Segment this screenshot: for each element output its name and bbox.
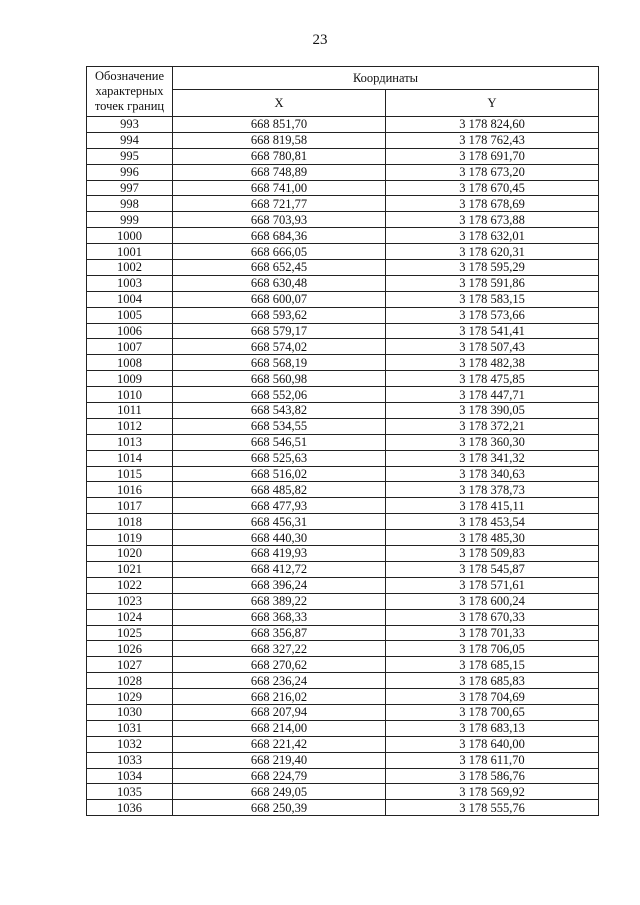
y-coordinate-cell: 3 178 509,83 — [386, 546, 599, 562]
point-id-cell: 1023 — [87, 593, 173, 609]
table-row — [87, 132, 599, 148]
x-column-header: X — [173, 90, 386, 117]
x-coordinate-cell: 668 666,05 — [173, 244, 386, 260]
point-id-cell: 1036 — [87, 800, 173, 816]
y-coordinate-cell: 3 178 762,43 — [386, 132, 599, 148]
y-coordinate-cell: 3 178 701,33 — [386, 625, 599, 641]
point-id-cell: 996 — [87, 164, 173, 180]
x-coordinate-cell: 668 543,82 — [173, 403, 386, 419]
table-row — [87, 307, 599, 323]
point-id-cell: 1026 — [87, 641, 173, 657]
x-coordinate-cell: 668 574,02 — [173, 339, 386, 355]
point-id-cell: 1029 — [87, 689, 173, 705]
y-coordinate-cell: 3 178 341,32 — [386, 450, 599, 466]
x-coordinate-cell: 668 412,72 — [173, 561, 386, 577]
point-id-cell: 1022 — [87, 577, 173, 593]
table-row — [87, 546, 599, 562]
y-coordinate-cell: 3 178 685,83 — [386, 673, 599, 689]
table-row — [87, 228, 599, 244]
y-coordinate-cell: 3 178 340,63 — [386, 466, 599, 482]
point-id-cell: 995 — [87, 148, 173, 164]
point-id-cell: 999 — [87, 212, 173, 228]
x-coordinate-cell: 668 703,93 — [173, 212, 386, 228]
x-coordinate-cell: 668 485,82 — [173, 482, 386, 498]
point-id-cell: 1034 — [87, 768, 173, 784]
y-coordinate-cell: 3 178 706,05 — [386, 641, 599, 657]
table-row — [87, 768, 599, 784]
x-coordinate-cell: 668 219,40 — [173, 752, 386, 768]
x-coordinate-cell: 668 456,31 — [173, 514, 386, 530]
x-coordinate-cell: 668 214,00 — [173, 720, 386, 736]
point-id-cell: 998 — [87, 196, 173, 212]
page-number: 23 — [312, 32, 328, 48]
point-id-cell: 1025 — [87, 625, 173, 641]
x-coordinate-cell: 668 419,93 — [173, 546, 386, 562]
coordinates-header: Координаты — [173, 67, 599, 90]
y-coordinate-cell: 3 178 586,76 — [386, 768, 599, 784]
y-coordinate-cell: 3 178 685,15 — [386, 657, 599, 673]
x-coordinate-cell: 668 721,77 — [173, 196, 386, 212]
x-coordinate-cell: 668 600,07 — [173, 291, 386, 307]
y-coordinate-cell: 3 178 700,65 — [386, 704, 599, 720]
y-coordinate-cell: 3 178 475,85 — [386, 371, 599, 387]
y-coordinate-cell: 3 178 691,70 — [386, 148, 599, 164]
table-row — [87, 180, 599, 196]
y-coordinate-cell: 3 178 632,01 — [386, 228, 599, 244]
table-row — [87, 720, 599, 736]
table-row — [87, 275, 599, 291]
x-coordinate-cell: 668 249,05 — [173, 784, 386, 800]
table-row — [87, 736, 599, 752]
x-coordinate-cell: 668 396,24 — [173, 577, 386, 593]
y-coordinate-cell: 3 178 640,00 — [386, 736, 599, 752]
x-coordinate-cell: 668 652,45 — [173, 260, 386, 276]
x-coordinate-cell: 668 560,98 — [173, 371, 386, 387]
point-id-cell: 1035 — [87, 784, 173, 800]
y-coordinate-cell: 3 178 571,61 — [386, 577, 599, 593]
y-coordinate-cell: 3 178 415,11 — [386, 498, 599, 514]
y-coordinate-cell: 3 178 453,54 — [386, 514, 599, 530]
point-id-cell: 1012 — [87, 418, 173, 434]
point-id-cell: 1002 — [87, 260, 173, 276]
point-id-cell: 1009 — [87, 371, 173, 387]
point-id-cell: 1008 — [87, 355, 173, 371]
table-header-row — [87, 67, 599, 90]
x-coordinate-cell: 668 748,89 — [173, 164, 386, 180]
table-row — [87, 418, 599, 434]
point-id-cell: 1016 — [87, 482, 173, 498]
point-id-cell: 1028 — [87, 673, 173, 689]
x-coordinate-cell: 668 477,93 — [173, 498, 386, 514]
x-coordinate-cell: 668 780,81 — [173, 148, 386, 164]
table-row — [87, 784, 599, 800]
table-row — [87, 466, 599, 482]
table-row — [87, 117, 599, 133]
x-coordinate-cell: 668 389,22 — [173, 593, 386, 609]
y-coordinate-cell: 3 178 620,31 — [386, 244, 599, 260]
y-coordinate-cell: 3 178 611,70 — [386, 752, 599, 768]
x-coordinate-cell: 668 630,48 — [173, 275, 386, 291]
y-coordinate-cell: 3 178 541,41 — [386, 323, 599, 339]
table-row — [87, 244, 599, 260]
point-id-cell: 1027 — [87, 657, 173, 673]
point-id-cell: 1014 — [87, 450, 173, 466]
y-coordinate-cell: 3 178 583,15 — [386, 291, 599, 307]
x-coordinate-cell: 668 593,62 — [173, 307, 386, 323]
y-coordinate-cell: 3 178 545,87 — [386, 561, 599, 577]
y-coordinate-cell: 3 178 447,71 — [386, 387, 599, 403]
point-id-cell: 1005 — [87, 307, 173, 323]
y-coordinate-cell: 3 178 360,30 — [386, 434, 599, 450]
y-coordinate-cell: 3 178 507,43 — [386, 339, 599, 355]
x-coordinate-cell: 668 851,70 — [173, 117, 386, 133]
table-row — [87, 609, 599, 625]
y-coordinate-cell: 3 178 482,38 — [386, 355, 599, 371]
point-id-cell: 1015 — [87, 466, 173, 482]
y-coordinate-cell: 3 178 591,86 — [386, 275, 599, 291]
table-row — [87, 212, 599, 228]
point-id-cell: 1024 — [87, 609, 173, 625]
point-id-cell: 1006 — [87, 323, 173, 339]
point-id-cell: 1033 — [87, 752, 173, 768]
x-coordinate-cell: 668 579,17 — [173, 323, 386, 339]
table-row — [87, 387, 599, 403]
point-id-cell: 1013 — [87, 434, 173, 450]
x-coordinate-cell: 668 236,24 — [173, 673, 386, 689]
x-coordinate-cell: 668 224,79 — [173, 768, 386, 784]
y-coordinate-cell: 3 178 673,20 — [386, 164, 599, 180]
table-row — [87, 752, 599, 768]
x-coordinate-cell: 668 552,06 — [173, 387, 386, 403]
point-column-header: Обозначение характерных точек границ — [87, 67, 173, 117]
table-row — [87, 323, 599, 339]
table-row — [87, 164, 599, 180]
point-id-cell: 1030 — [87, 704, 173, 720]
y-coordinate-cell: 3 178 683,13 — [386, 720, 599, 736]
x-coordinate-cell: 668 741,00 — [173, 180, 386, 196]
y-coordinate-cell: 3 178 569,92 — [386, 784, 599, 800]
y-coordinate-cell: 3 178 670,45 — [386, 180, 599, 196]
table-row — [87, 339, 599, 355]
table-row — [87, 689, 599, 705]
x-coordinate-cell: 668 368,33 — [173, 609, 386, 625]
table-row — [87, 498, 599, 514]
x-coordinate-cell: 668 684,36 — [173, 228, 386, 244]
table-row — [87, 593, 599, 609]
point-id-cell: 1007 — [87, 339, 173, 355]
y-coordinate-cell: 3 178 595,29 — [386, 260, 599, 276]
y-coordinate-cell: 3 178 824,60 — [386, 117, 599, 133]
point-id-cell: 1031 — [87, 720, 173, 736]
table-row — [87, 625, 599, 641]
x-coordinate-cell: 668 440,30 — [173, 530, 386, 546]
point-id-cell: 1011 — [87, 403, 173, 419]
x-coordinate-cell: 668 356,87 — [173, 625, 386, 641]
table-row — [87, 482, 599, 498]
point-id-cell: 1004 — [87, 291, 173, 307]
x-coordinate-cell: 668 819,58 — [173, 132, 386, 148]
table-row — [87, 704, 599, 720]
x-coordinate-cell: 668 516,02 — [173, 466, 386, 482]
point-id-cell: 997 — [87, 180, 173, 196]
y-coordinate-cell: 3 178 485,30 — [386, 530, 599, 546]
table-row — [87, 355, 599, 371]
table-row — [87, 577, 599, 593]
point-id-cell: 1021 — [87, 561, 173, 577]
point-id-cell: 1019 — [87, 530, 173, 546]
table-row — [87, 148, 599, 164]
x-coordinate-cell: 668 327,22 — [173, 641, 386, 657]
y-coordinate-cell: 3 178 704,69 — [386, 689, 599, 705]
point-id-cell: 1001 — [87, 244, 173, 260]
y-coordinate-cell: 3 178 378,73 — [386, 482, 599, 498]
table-row — [87, 800, 599, 816]
table-row — [87, 641, 599, 657]
point-id-cell: 1017 — [87, 498, 173, 514]
x-coordinate-cell: 668 216,02 — [173, 689, 386, 705]
table-row — [87, 530, 599, 546]
point-id-cell: 993 — [87, 117, 173, 133]
x-coordinate-cell: 668 568,19 — [173, 355, 386, 371]
x-coordinate-cell: 668 207,94 — [173, 704, 386, 720]
table-row — [87, 291, 599, 307]
x-coordinate-cell: 668 525,63 — [173, 450, 386, 466]
table-row — [87, 673, 599, 689]
y-coordinate-cell: 3 178 673,88 — [386, 212, 599, 228]
y-coordinate-cell: 3 178 600,24 — [386, 593, 599, 609]
point-id-cell: 1020 — [87, 546, 173, 562]
x-coordinate-cell: 668 270,62 — [173, 657, 386, 673]
point-id-cell: 1018 — [87, 514, 173, 530]
table-row — [87, 450, 599, 466]
y-coordinate-cell: 3 178 372,21 — [386, 418, 599, 434]
table-row — [87, 260, 599, 276]
point-id-cell: 1010 — [87, 387, 173, 403]
table-row — [87, 514, 599, 530]
y-coordinate-cell: 3 178 678,69 — [386, 196, 599, 212]
table-row — [87, 196, 599, 212]
coordinates-table — [86, 66, 599, 816]
y-coordinate-cell: 3 178 670,33 — [386, 609, 599, 625]
table-row — [87, 561, 599, 577]
x-coordinate-cell: 668 250,39 — [173, 800, 386, 816]
table-row — [87, 371, 599, 387]
point-id-cell: 1003 — [87, 275, 173, 291]
table-row — [87, 657, 599, 673]
y-coordinate-cell: 3 178 390,05 — [386, 403, 599, 419]
point-id-cell: 994 — [87, 132, 173, 148]
y-coordinate-cell: 3 178 573,66 — [386, 307, 599, 323]
point-id-cell: 1000 — [87, 228, 173, 244]
table-row — [87, 434, 599, 450]
x-coordinate-cell: 668 221,42 — [173, 736, 386, 752]
point-id-cell: 1032 — [87, 736, 173, 752]
table-body — [87, 117, 599, 816]
x-coordinate-cell: 668 534,55 — [173, 418, 386, 434]
x-coordinate-cell: 668 546,51 — [173, 434, 386, 450]
y-coordinate-cell: 3 178 555,76 — [386, 800, 599, 816]
table-row — [87, 403, 599, 419]
y-column-header: Y — [386, 90, 599, 117]
